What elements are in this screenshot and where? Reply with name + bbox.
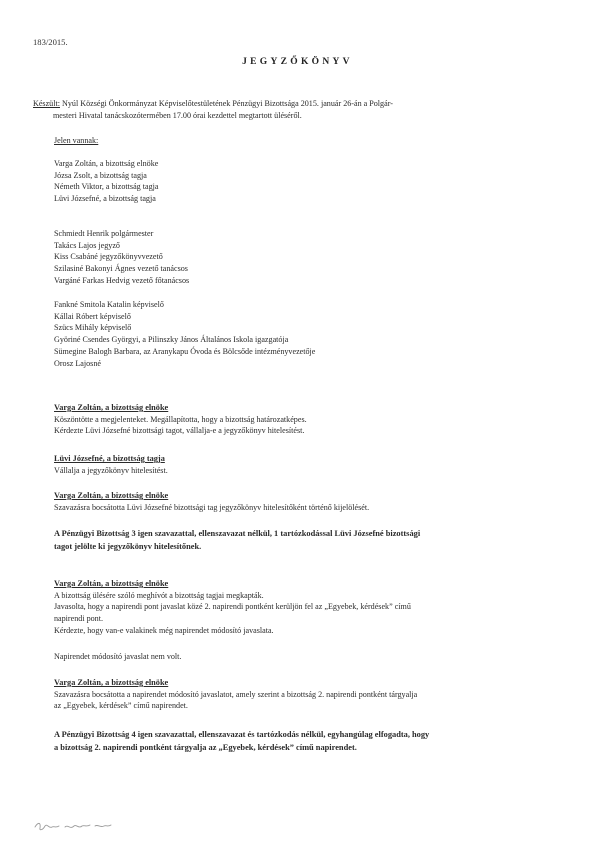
section-5 [54,677,569,712]
committee-members-list [54,158,569,205]
section-1 [54,402,569,437]
document-title: JEGYZŐKÖNYV [242,57,353,67]
section-text: Szavazásra bocsátotta a napirendet módosító javaslatot, amely szerint a bizottság 2. napirendi pontként tárgyalja [54,689,418,699]
list-item: Vargáné Farkas Hedvig vezető főtanácsos [54,275,190,285]
present-heading-block [54,135,569,147]
made-text-1: Nyúl Községi Önkormányzat Képviselőtestületének Pénzügyi Bizottsága 2015. január 26-án a Polgár- [59,99,393,108]
section-text: Javasolta, hogy a napirendi pont javaslat közé 2. napirendi pontként kerüljön fel az „Egyebek, kérdések” című [54,602,411,612]
speaker-heading: Varga Zoltán, a bizottság elnöke [54,579,169,588]
list-item: Orosz Lajosné [54,358,101,368]
speaker-heading: Varga Zoltán, a bizottság elnöke [54,678,169,687]
list-item: Németh Viktor, a bizottság tagja [54,182,159,192]
made-statement-line-2: mesteri Hivatal tanácskozótermében 17.00 órai kezdettel megtartott üléséről. [53,110,302,120]
list-item: Takács Lajos jegyző [54,240,120,250]
list-item: Szücs Mihály képviselő [54,323,132,333]
section-text: Napirendet módosító javaslat nem volt. [54,652,182,661]
list-item: Kállai Róbert képviselő [54,311,131,321]
list-item: Györiné Csendes Györgyi, a Pilinszky János Általános Iskola igazgatója [54,335,289,345]
list-item: Schmiedt Henrik polgármester [54,229,154,238]
document-number: 183/2015. [33,37,68,47]
section-3 [54,490,569,513]
handwritten-initials [32,818,142,834]
section-4 [54,578,569,637]
made-statement [33,98,573,121]
resolution-text: tagot jelölte ki jegyzőkönyv hitelesítőnek. [54,542,202,551]
present-heading: Jelen vannak: [54,136,99,145]
section-text: A bizottság ülésére szóló meghívót a bizottság tagjai megkapták. [54,590,264,600]
list-item: Varga Zoltán, a bizottság elnöke [54,159,159,168]
resolution-text: A Pénzügyi Bizottság 4 igen szavazattal, ellenszavazat és tartózkodás nélkül, egyhangúlag elfogadta, hogy [54,730,430,739]
guests-list [54,299,569,369]
section-text: napirendi pont. [54,614,104,624]
resolution-text: A Pénzügyi Bizottság 3 igen szavazattal, ellenszavazat nélkül, 1 tartózkodással Lüvi Józsefné bizottsági [54,529,421,538]
speaker-heading: Varga Zoltán, a bizottság elnöke [54,491,169,500]
made-statement-line-1 [33,98,573,110]
section-text: Köszöntötte a megjelenteket. Megállapította, hogy a bizottság határozatképes. [54,414,307,424]
section-2 [54,453,569,476]
section-text: Szavazásra bocsátotta Lüvi Józsefné bizottsági tag jegyzőkönyv hitelesítőként történő kijelölését. [54,502,370,512]
section-text: Kérdezte Lüvi Józsefné bizottsági tagot, vállalja-e a jegyzőkönyv hitelesítést. [54,426,305,436]
section-4-note [54,651,569,663]
resolution-2 [54,728,569,754]
section-text: az „Egyebek, kérdések” című napirendet. [54,701,188,711]
list-item: Józsa Zsolt, a bizottság tagja [54,170,147,180]
officials-list [54,228,569,287]
section-text: Kérdezte, hogy van-e valakinek még napirendet módosító javaslata. [54,625,274,635]
resolution-1 [54,527,569,553]
list-item: Fankné Smitola Katalin képviselő [54,300,164,309]
list-item: Lüvi Józsefné, a bizottság tagja [54,194,156,204]
speaker-heading: Varga Zoltán, a bizottság elnöke [54,403,169,412]
list-item: Sümegine Balogh Barbara, az Aranykapu Óvoda és Bölcsőde intézményvezetője [54,346,316,356]
made-label: Készült: [33,99,60,108]
speaker-heading: Lüvi Józsefné, a bizottság tagja [54,454,165,463]
section-text: Vállalja a jegyzőkönyv hitelesítést. [54,465,168,475]
list-item: Szilasiné Bakonyi Ágnes vezető tanácsos [54,264,188,274]
resolution-text: a bizottság 2. napirendi pontként tárgyalja az „Egyebek, kérdések” című napirendet. [54,743,357,752]
list-item: Kiss Csabáné jegyzőkönyvvezető [54,252,163,262]
